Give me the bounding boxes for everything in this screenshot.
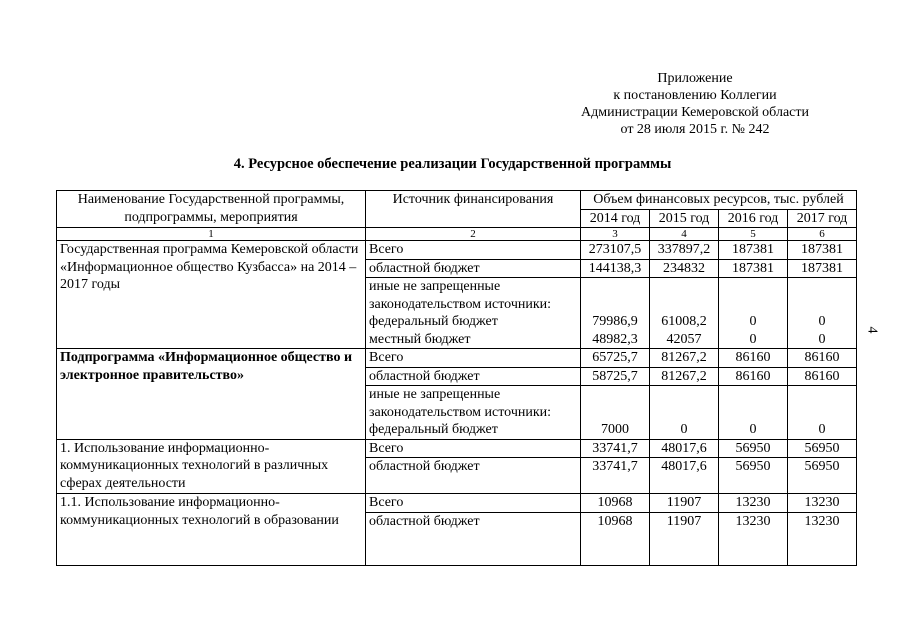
appendix-line: к постановлению Коллегии [613,88,777,103]
value-line: 0 [818,331,826,347]
source-line: федеральный бюджет [369,314,498,329]
value-cell: 144138,3 [581,259,650,278]
value-cell-multiline [581,278,650,349]
value-line: 0 [680,422,688,437]
source-line: иные не запрещенные [369,279,501,294]
table-row [57,439,857,458]
value-line: 48982,3 [592,331,638,347]
col-number: 3 [581,228,650,241]
value-cell: 58725,7 [581,367,650,386]
appendix-header [560,70,830,138]
year-cell: 2015 год [650,209,719,228]
source-line: местный бюджет [369,331,471,347]
source-cell: Всего [366,439,581,458]
value-cell: 56950 [719,458,788,494]
value-cell: 187381 [788,241,857,260]
source-line: иные не запрещенные [369,387,501,402]
table-row [57,241,857,260]
value-cell-multiline [581,386,650,440]
value-cell: 48017,6 [650,439,719,458]
value-cell: 13230 [719,512,788,565]
value-line: 0 [818,314,826,329]
table-row [57,494,857,513]
value-cell: 11907 [650,512,719,565]
header-volume-cell: Объем финансовых ресурсов, тыс. рублей [581,191,857,210]
value-cell: 11907 [650,494,719,513]
column-numbers-row [57,228,857,241]
source-cell: областной бюджет [366,367,581,386]
value-line: 0 [749,314,757,329]
value-cell: 10968 [581,512,650,565]
source-cell: Всего [366,241,581,260]
source-line: федеральный бюджет [369,422,498,437]
source-cell: Всего [366,494,581,513]
source-cell-multiline [366,278,581,349]
header-source-cell: Источник финансирования [366,191,581,228]
value-cell: 13230 [788,512,857,565]
activity-name-cell: 1.1. Использование информационно-коммуникационных технологий в образовании [57,494,366,566]
value-cell: 187381 [719,259,788,278]
value-cell-multiline [650,386,719,440]
table-row [57,349,857,368]
value-cell: 56950 [788,439,857,458]
page-number: 4 [864,326,880,334]
subprogram-name-cell: Подпрограмма «Информационное общество и электронное правительство» [57,349,366,440]
value-cell: 187381 [788,259,857,278]
appendix-line: Приложение [657,71,733,86]
value-cell: 86160 [719,367,788,386]
source-cell-multiline [366,386,581,440]
activity-name-cell: 1. Использование информационно-коммуникационных технологий в различных сферах деятельности [57,439,366,494]
col-number: 6 [788,228,857,241]
value-cell: 13230 [719,494,788,513]
value-cell: 86160 [788,349,857,368]
col-number: 5 [719,228,788,241]
header-name-cell: Наименование Государственной программы, подпрограммы, мероприятия [57,191,366,228]
year-cell: 2016 год [719,209,788,228]
value-cell: 187381 [719,241,788,260]
value-cell: 273107,5 [581,241,650,260]
value-cell: 10968 [581,494,650,513]
value-cell: 86160 [788,367,857,386]
value-cell: 65725,7 [581,349,650,368]
value-line: 61008,2 [661,314,707,329]
appendix-line: от 28 июля 2015 г. № 242 [620,122,770,137]
value-line: 0 [749,422,757,437]
appendix-line: Администрации Кемеровской области [581,105,809,120]
source-cell: областной бюджет [366,458,581,494]
year-cell: 2014 год [581,209,650,228]
resource-table [56,190,857,566]
value-cell-multiline [650,278,719,349]
source-cell: областной бюджет [366,512,581,565]
value-line: 0 [749,331,757,347]
value-cell: 81267,2 [650,367,719,386]
col-number: 1 [57,228,366,241]
source-line: законодательством источники: [369,404,552,420]
value-cell: 81267,2 [650,349,719,368]
value-cell: 33741,7 [581,458,650,494]
source-cell: областной бюджет [366,259,581,278]
year-cell: 2017 год [788,209,857,228]
col-number: 4 [650,228,719,241]
source-cell: Всего [366,349,581,368]
col-number: 2 [366,228,581,241]
value-cell-multiline [719,386,788,440]
value-cell: 234832 [650,259,719,278]
value-cell: 56950 [788,458,857,494]
value-cell: 337897,2 [650,241,719,260]
value-line: 42057 [666,331,702,347]
table-header-row [57,191,857,210]
value-cell: 56950 [719,439,788,458]
program-name-cell: Государственная программа Кемеровской области «Информационное общество Кузбасса» на 2014 – 2017 годы [57,241,366,349]
value-cell-multiline [788,386,857,440]
value-cell-multiline [788,278,857,349]
value-cell: 33741,7 [581,439,650,458]
source-line: законодательством источники: [369,296,552,312]
value-cell: 13230 [788,494,857,513]
value-cell: 48017,6 [650,458,719,494]
value-line: 7000 [601,422,629,437]
document-title: 4. Ресурсное обеспечение реализации Государственной программы [233,156,672,172]
value-line: 79986,9 [592,314,638,329]
value-cell: 86160 [719,349,788,368]
value-cell-multiline [719,278,788,349]
value-line: 0 [818,422,826,437]
